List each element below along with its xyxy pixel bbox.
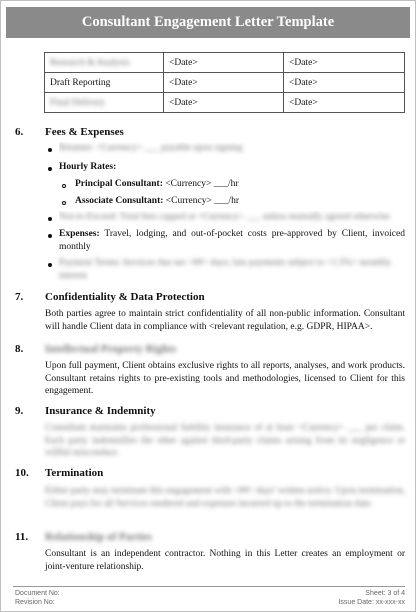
sub-bullet-icon (62, 201, 66, 205)
bullet-not-to-exceed: Not-to-Exceed: Total fees capped at <Currency> ___ unless mutually agreed otherwise (59, 212, 390, 222)
sub-bullet-associate (75, 195, 239, 208)
table-cell-end-date: <Date> (284, 53, 405, 73)
table-cell-start-date: <Date> (164, 73, 284, 93)
table-cell-start-date: <Date> (164, 53, 284, 73)
footer-divider (13, 586, 405, 587)
table-row (45, 53, 405, 73)
table-cell-start-date: <Date> (164, 93, 284, 113)
sub-bullet-icon (62, 184, 66, 188)
sub-bullet-principal (75, 178, 239, 191)
page-title-banner: Consultant Engagement Letter Template (6, 7, 410, 38)
table-cell-end-date: <Date> (284, 93, 405, 113)
table-row (45, 73, 405, 93)
section-title: Insurance & Indemnity (45, 405, 156, 417)
timeline-table (44, 52, 405, 113)
footer-sheet: Sheet: 3 of 4 (365, 590, 405, 597)
section-number: 8. (15, 343, 24, 355)
section-number: 7. (15, 291, 24, 303)
section-number: 11. (15, 531, 29, 543)
relationship-paragraph: Consultant is an independent contractor. Nothing in this Letter creates an employment or joint-venture relationship. (45, 549, 405, 572)
bullet-expenses (59, 228, 405, 253)
section-heading-insurance (15, 405, 156, 417)
expenses-text: Travel, lodging, and out-of-pocket costs pre-approved by Client, invoiced monthly (59, 229, 405, 252)
bullet-icon (48, 234, 52, 238)
table-cell-phase: Final Delivery (45, 93, 164, 113)
bullet-icon (48, 263, 52, 267)
bullet-retainer: Retainer: <Currency> ___ payable upon signing (59, 143, 243, 153)
section-title: Relationship of Parties (45, 531, 152, 543)
section-number: 10. (15, 467, 29, 479)
section-heading-fees (15, 126, 124, 138)
table-row (45, 93, 405, 113)
table-cell-phase: Draft Reporting (45, 73, 164, 93)
section-title: Fees & Expenses (45, 126, 124, 138)
section-title: Confidentiality & Data Protection (45, 291, 205, 303)
bullet-icon (48, 217, 52, 221)
table-cell-end-date: <Date> (284, 73, 405, 93)
footer-document-no: Document No: (15, 590, 60, 597)
footer-revision-no: Revision No: (15, 599, 55, 606)
section-heading-ip-rights (15, 343, 176, 355)
principal-label: Principal Consultant: (75, 179, 163, 189)
section-number: 9. (15, 405, 24, 417)
bullet-hourly-rates: Hourly Rates: (59, 162, 117, 172)
principal-rate: <Currency> ___/hr (162, 179, 239, 189)
termination-paragraph: Either party may terminate this engagement with <##> days' written notice. Upon termination, Client pays for all Services rendered and expenses incurred up to the termination date. (45, 486, 405, 509)
section-title: Termination (45, 467, 104, 479)
bullet-icon (48, 167, 52, 171)
footer-issue-date: Issue Date: xx-xxx-xx (338, 599, 405, 606)
associate-label: Associate Consultant: (75, 196, 164, 206)
table-cell-phase: Research & Analysis (45, 53, 164, 73)
ip-rights-paragraph: Upon full payment, Client obtains exclusive rights to all reports, analyses, and work products. Consultant retains rights to pre-existing tools and methodologies, licensed to Client for this engagement. (45, 361, 405, 396)
section-heading-relationship (15, 531, 152, 543)
section-number: 6. (15, 126, 24, 138)
section-title: Intellectual Property Rights (45, 343, 177, 355)
insurance-paragraph: Consultant maintains professional liability insurance of at least <Currency> ___ per claim. Each party indemnifies the other against third-party claims arising from its negligence or willful misconduct. (45, 423, 405, 458)
associate-rate: <Currency> ___/hr (163, 196, 240, 206)
bullet-payment-terms: Payment Terms: Invoices due net <##> days; late payments subject to <1.5%> monthly interest (59, 258, 392, 281)
expenses-label: Expenses: (59, 229, 100, 239)
confidentiality-paragraph: Both parties agree to maintain strict confidentiality of all non-public information. Consultant will handle Client data in compliance with <relevant regulation, e.g. GDPR, HIPAA>. (45, 309, 405, 332)
section-heading-confidentiality (15, 291, 205, 303)
bullet-icon (48, 148, 52, 152)
section-heading-termination (15, 467, 103, 479)
